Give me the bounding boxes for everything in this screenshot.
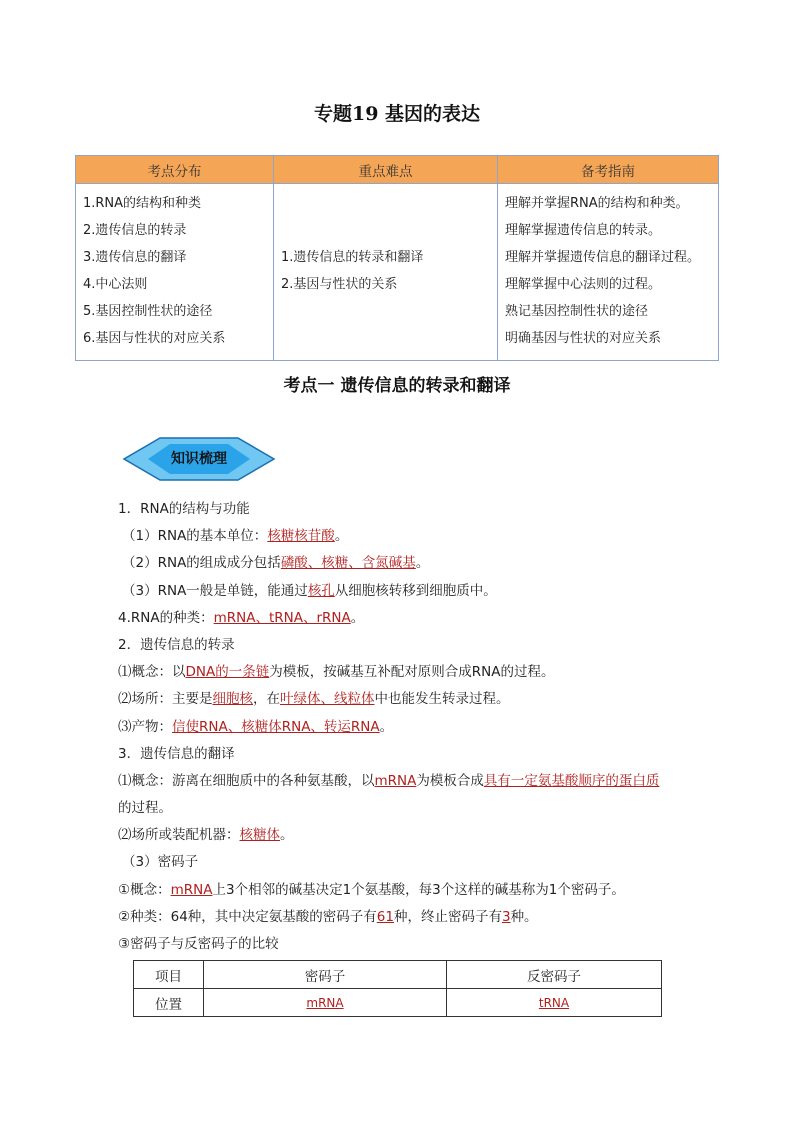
answer-blank: 叶绿体、线粒体	[280, 691, 375, 708]
knowledge-badge-label: 知识梳理	[171, 451, 227, 467]
notes-content	[118, 496, 718, 958]
answer-blank: mRNA、tRNA、rRNA	[213, 609, 351, 626]
heading-translation: 3．遗传信息的翻译	[118, 745, 235, 762]
note-line: ⑵场所或装配机器：核糖体。	[118, 827, 294, 844]
heading-rna-structure: 1．RNA的结构与功能	[118, 501, 250, 517]
answer-blank: DNA的一条链	[185, 664, 270, 681]
answer-blank: 细胞核	[212, 691, 253, 708]
note-line: 4.RNA的种类：mRNA、tRNA、rRNA。	[118, 609, 365, 626]
compare-header-codon: 密码子	[204, 961, 447, 989]
page-title: 专题19 基因的表达	[313, 103, 481, 125]
note-line: （2）RNA的组成成分包括磷酸、核糖、含氮碱基。	[122, 555, 430, 572]
list-item: 理解并掌握遗传信息的翻译过程。	[505, 250, 701, 265]
list-item: 1.遗传信息的转录和翻译	[281, 250, 424, 265]
header-exam-points: 考点分布	[76, 156, 274, 184]
list-item: 1.RNA的结构和种类	[83, 196, 202, 211]
answer-blank: 核孔	[307, 582, 335, 599]
list-item: 理解并掌握RNA的结构和种类。	[505, 196, 689, 211]
header-prep-guide: 备考指南	[498, 156, 719, 184]
section-title: 考点一 遗传信息的转录和翻译	[283, 376, 511, 396]
answer-blank: 磷酸、核糖、含氮碱基	[280, 555, 416, 572]
answer-blank: mRNA	[170, 881, 213, 898]
list-item: 6.基因与性状的对应关系	[83, 331, 226, 346]
note-line: （1）RNA的基本单位：核糖核苷酸。	[122, 528, 349, 545]
list-item: 5.基因控制性状的途径	[83, 304, 213, 319]
note-line: ②种类：64种，其中决定氨基酸的密码子有61种，终止密码子有3种。	[118, 908, 538, 925]
list-item: 理解掌握遗传信息的转录。	[505, 223, 662, 238]
answer-blank: tRNA	[538, 995, 570, 1010]
list-item: 3.遗传信息的翻译	[83, 250, 187, 265]
exam-points-cell	[76, 184, 274, 361]
overview-table	[75, 155, 719, 361]
note-line: （3）RNA一般是单链，能通过核孔从细胞核转移到细胞质中。	[122, 582, 497, 599]
answer-blank: 核糖核苷酸	[267, 528, 335, 545]
list-item: 4.中心法则	[83, 277, 148, 292]
answer-blank: 3	[501, 908, 511, 925]
answer-blank: 61	[376, 908, 394, 925]
table-row	[134, 961, 662, 989]
answer-blank: 核糖体	[239, 827, 280, 844]
key-difficulties-cell	[274, 184, 498, 361]
table-row	[134, 989, 662, 1017]
compare-row-label: 位置	[134, 989, 204, 1017]
note-line: （3）密码子	[122, 854, 199, 871]
list-item: 理解掌握中心法则的过程。	[505, 277, 662, 292]
compare-cell	[204, 989, 447, 1017]
list-item: 明确基因与性状的对应关系	[505, 331, 662, 346]
answer-blank: mRNA	[374, 772, 417, 789]
note-line: ③密码子与反密码子的比较	[118, 936, 279, 953]
note-line: ⑴概念：游离在细胞质中的各种氨基酸，以mRNA为模板合成具有一定氨基酸顺序的蛋白质 的过程。	[118, 772, 660, 817]
header-key-difficulties: 重点难点	[274, 156, 498, 184]
compare-cell	[447, 989, 662, 1017]
note-line: ⑶产物：信使RNA、核糖体RNA、转运RNA。	[118, 718, 394, 735]
compare-header-item: 项目	[134, 961, 204, 989]
note-line: ⑴概念：以DNA的一条链为模板，按碱基互补配对原则合成RNA的过程。	[118, 664, 555, 681]
answer-blank: 信使RNA、核糖体RNA、转运RNA	[172, 718, 380, 735]
prep-guide-cell	[498, 184, 719, 361]
overview-body-row	[76, 184, 719, 361]
note-line: ⑵场所：主要是细胞核，在叶绿体、线粒体中也能发生转录过程。	[118, 691, 510, 708]
answer-blank: 具有一定氨基酸顺序的蛋白质	[483, 772, 660, 789]
note-line: ①概念：mRNA上3个相邻的碱基决定1个氨基酸，每3个这样的碱基称为1个密码子。	[118, 881, 625, 898]
codon-compare-table	[133, 960, 662, 1017]
heading-transcription: 2．遗传信息的转录	[118, 636, 235, 653]
compare-header-anticodon: 反密码子	[447, 961, 662, 989]
list-item: 2.基因与性状的关系	[281, 277, 398, 292]
list-item: 熟记基因控制性状的途径	[505, 304, 649, 319]
answer-blank: mRNA	[306, 995, 344, 1010]
overview-header-row	[76, 156, 719, 184]
list-item: 2.遗传信息的转录	[83, 223, 187, 238]
